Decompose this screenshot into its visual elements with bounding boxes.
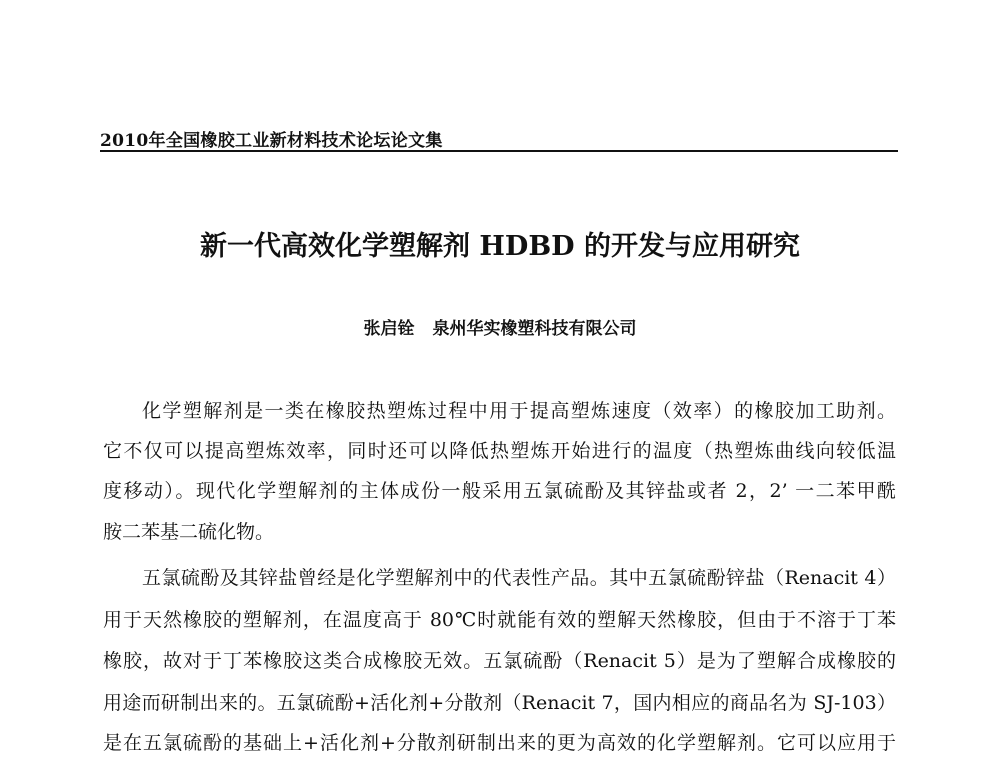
paper-title: 新一代高效化学塑解剂 HDBD 的开发与应用研究 (200, 231, 800, 262)
body-line-3: 度移动）。现代化学塑解剂的主体成份一般采用五氯硫酚及其锌盐或者 2，2’ 一二苯甲酰 (103, 480, 896, 502)
author-line (0, 314, 1000, 339)
running-header: 2010年全国橡胶工业新材料技术论坛论文集 (100, 131, 443, 151)
body-line-9: 是在五氯硫酚的基础上+活化剂+分散剂研制出来的更为高效的化学塑解剂。它可以应用于 (103, 732, 896, 754)
body-line-5: 五氯硫酚及其锌盐曾经是化学塑解剂中的代表性产品。其中五氯硫酚锌盐（Renacit 4） (142, 567, 896, 589)
author-affiliation: 泉州华实橡塑科技有限公司 (432, 319, 637, 339)
body-line-8: 用途而研制出来的。五氯硫酚+活化剂+分散剂（Renacit 7，国内相应的商品名为 SJ-103） (103, 692, 896, 714)
body-line-6: 用于天然橡胶的塑解剂，在温度高于 80℃时就能有效的塑解天然橡胶，但由于不溶于丁苯 (103, 609, 896, 631)
body-line-7: 橡胶，故对于丁苯橡胶这类合成橡胶无效。五氯硫酚（Renacit 5）是为了塑解合成橡胶的 (103, 650, 896, 672)
author-name: 张启铨 (363, 319, 415, 339)
header-rule (100, 150, 898, 152)
body-line-1: 化学塑解剂是一类在橡胶热塑炼过程中用于提高塑炼速度（效率）的橡胶加工助剂。 (142, 400, 896, 422)
body-line-2: 它不仅可以提高塑炼效率，同时还可以降低热塑炼开始进行的温度（热塑炼曲线向较低温 (103, 440, 896, 462)
body-line-4: 胺二苯基二硫化物。 (103, 521, 275, 543)
